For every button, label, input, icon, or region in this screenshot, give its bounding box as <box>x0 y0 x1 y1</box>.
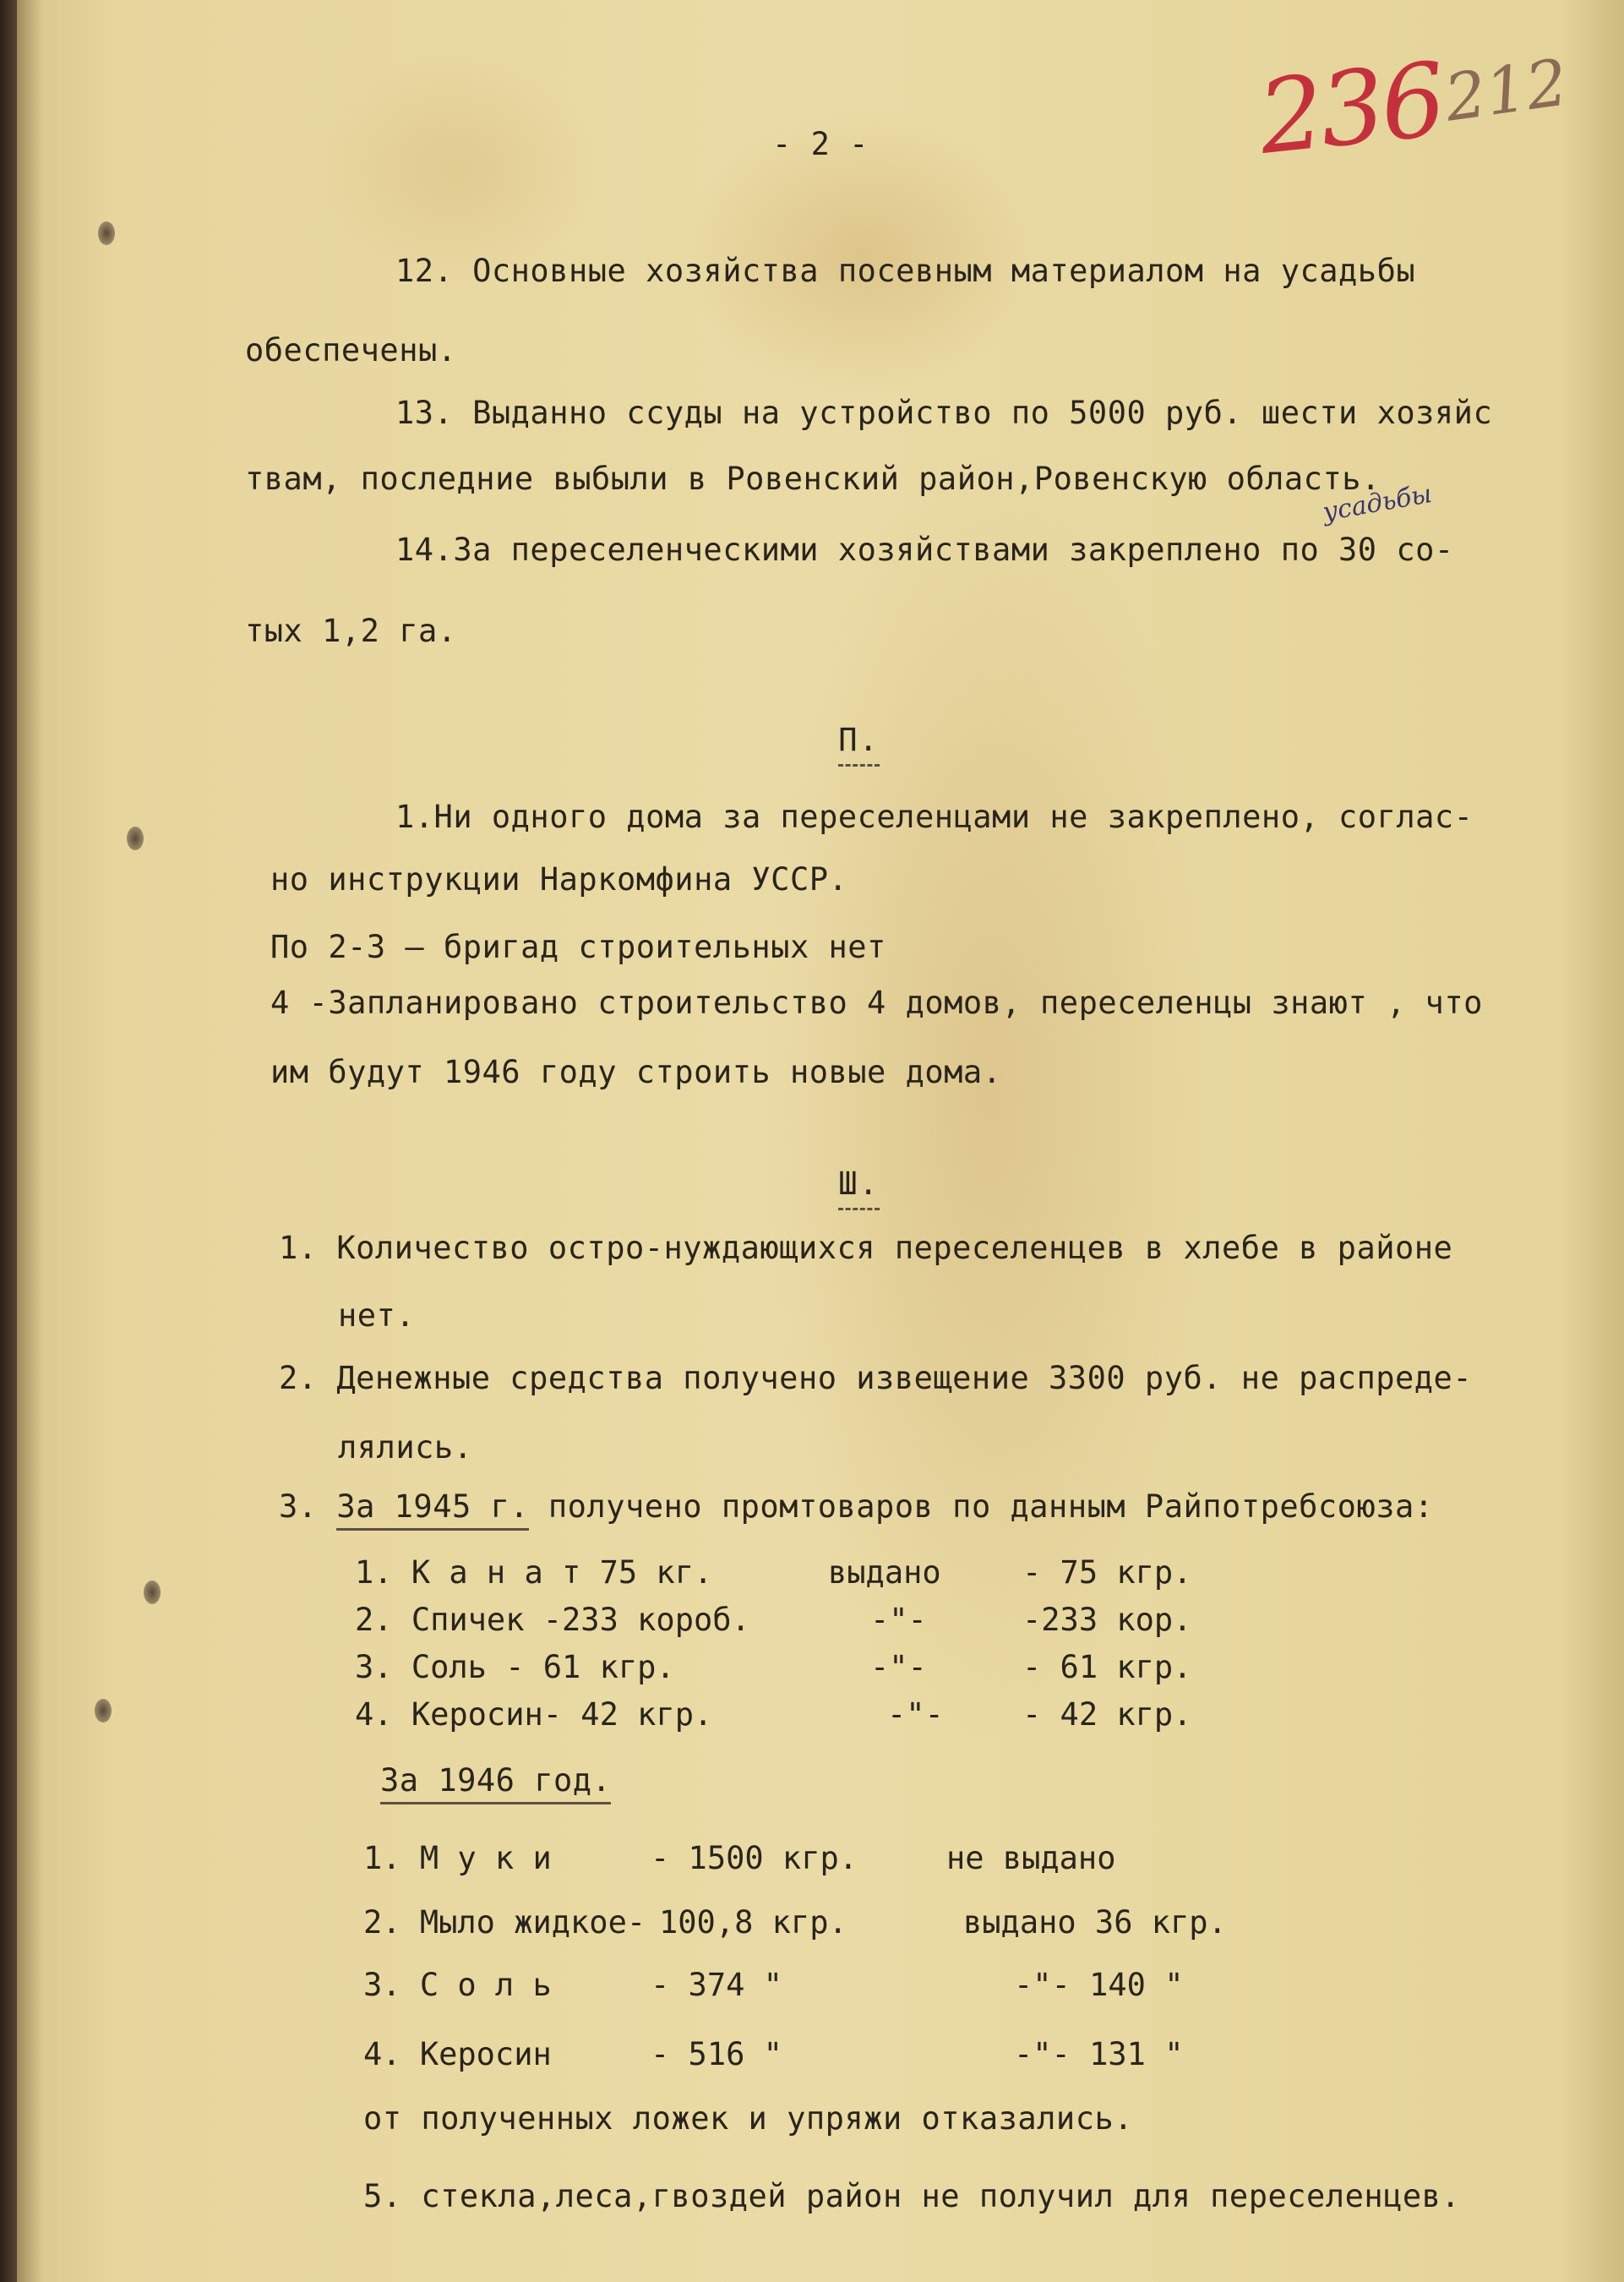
section-iii-p3-prefix: 3. <box>279 1488 337 1525</box>
paragraph-12-line1: 12. Основные хозяйства посевным материалом на усадьбы <box>395 253 1416 289</box>
goods-1945-amount: - 42 кгр. <box>1022 1696 1192 1733</box>
goods-1946-status: -"- 140 " <box>1014 1967 1184 2003</box>
goods-1946-qty: 100,8 кгр. <box>659 1904 847 1941</box>
goods-1946-item: 1. М у к и <box>363 1840 552 1876</box>
goods-1946-qty: - 516 " <box>651 2036 782 2072</box>
paragraph-14-line2: тых 1,2 га. <box>245 613 457 649</box>
paragraph-14-line1: 14.За переселенческими хозяйствами закреплено по 30 со- <box>395 532 1454 568</box>
goods-1945-item: 3. Соль - 61 кгр. <box>355 1649 675 1685</box>
section-ii-p4-line2: им будут 1946 году строить новые дома. <box>270 1054 1002 1090</box>
section-iii-heading-row <box>17 1137 1624 1242</box>
section-iii-p3 <box>279 1488 1434 1525</box>
paragraph-12-line2: обеспечены. <box>245 332 457 369</box>
book-binding <box>0 0 19 2282</box>
punch-hole <box>98 221 115 245</box>
section-ii-heading-row <box>17 693 1624 798</box>
goods-1945-status: выдано <box>828 1554 941 1591</box>
punch-hole <box>127 827 144 850</box>
refused-note: от полученных ложек и упряжи отказались. <box>363 2100 1134 2137</box>
section-iii-p1-line1: 1. Количество остро-нуждающихся переселенцев в хлебе в районе <box>279 1230 1453 1266</box>
year-1946-heading: За 1946 год. <box>380 1762 611 1804</box>
goods-1945-item: 4. Керосин- 42 кгр. <box>355 1696 713 1733</box>
section-ii-p1-line2: но инструкции Наркомфина УССР. <box>270 861 848 898</box>
goods-1945-amount: -233 кор. <box>1022 1602 1192 1638</box>
section-iii-p3-year: За 1945 г. <box>336 1488 529 1531</box>
year-1946-row <box>380 1762 612 1799</box>
section-iii-p3-rest: получено промтоваров по данным Райпотребсоюза: <box>529 1488 1434 1525</box>
paragraph-13-line2: твам, последние выбыли в Ровенский район,Ровенскую область. <box>245 461 1381 497</box>
goods-1946-status: выдано 36 кгр. <box>963 1904 1227 1941</box>
goods-1946-status: не выдано <box>946 1840 1116 1876</box>
goods-1946-item: 2. Мыло жидкое- <box>363 1904 646 1941</box>
goods-1946-item: 3. С о л ь <box>363 1967 552 2003</box>
goods-1945-status: -"- <box>870 1649 927 1685</box>
goods-1945-status: -"- <box>887 1696 944 1733</box>
paragraph-5: 5. стекла,леса,гвоздей район не получил для переселенцев. <box>363 2178 1461 2214</box>
archive-page-number: 236 <box>1253 41 1448 177</box>
section-ii-p23: По 2-3 — бригад строительных нет <box>270 929 886 965</box>
goods-1945-amount: - 75 кгр. <box>1022 1554 1192 1591</box>
goods-1946-status: -"- 131 " <box>1014 2036 1184 2072</box>
punch-hole <box>95 1699 112 1722</box>
paragraph-13-line1: 13. Выданно ссуды на устройство по 5000 руб. шести хозяйс <box>395 395 1493 431</box>
goods-1946-qty: - 1500 кгр. <box>651 1840 858 1876</box>
page-number: - 2 - <box>772 126 869 162</box>
section-iii-p2-line2: лялись. <box>338 1429 473 1466</box>
goods-1946-item: 4. Керосин <box>363 2036 552 2072</box>
document-page <box>17 0 1624 2282</box>
section-ii-heading: П. <box>838 724 880 767</box>
section-ii-p4-line1: 4 -Запланировано строительство 4 домов, переселенцы знают , что <box>270 985 1483 1021</box>
goods-1946-qty: - 374 " <box>651 1967 782 2003</box>
goods-1945-item: 1. К а н а т 75 кг. <box>355 1554 713 1591</box>
goods-1945-amount: - 61 кгр. <box>1022 1649 1192 1685</box>
section-iii-p1-line2: нет. <box>338 1297 416 1334</box>
handwritten-insert: усадьбы <box>1320 478 1435 528</box>
section-iii-heading: Ш. <box>838 1168 880 1210</box>
goods-1945-status: -"- <box>870 1602 927 1638</box>
section-iii-p2-line1: 2. Денежные средства получено извещение 3300 руб. не распреде- <box>279 1360 1473 1396</box>
old-page-number: 212 <box>1440 44 1572 136</box>
section-ii-p1-line1: 1.Ни одного дома за переселенцами не закреплено, соглас- <box>395 799 1474 835</box>
goods-1945-item: 2. Спичек -233 короб. <box>355 1602 750 1638</box>
punch-hole <box>144 1580 161 1604</box>
